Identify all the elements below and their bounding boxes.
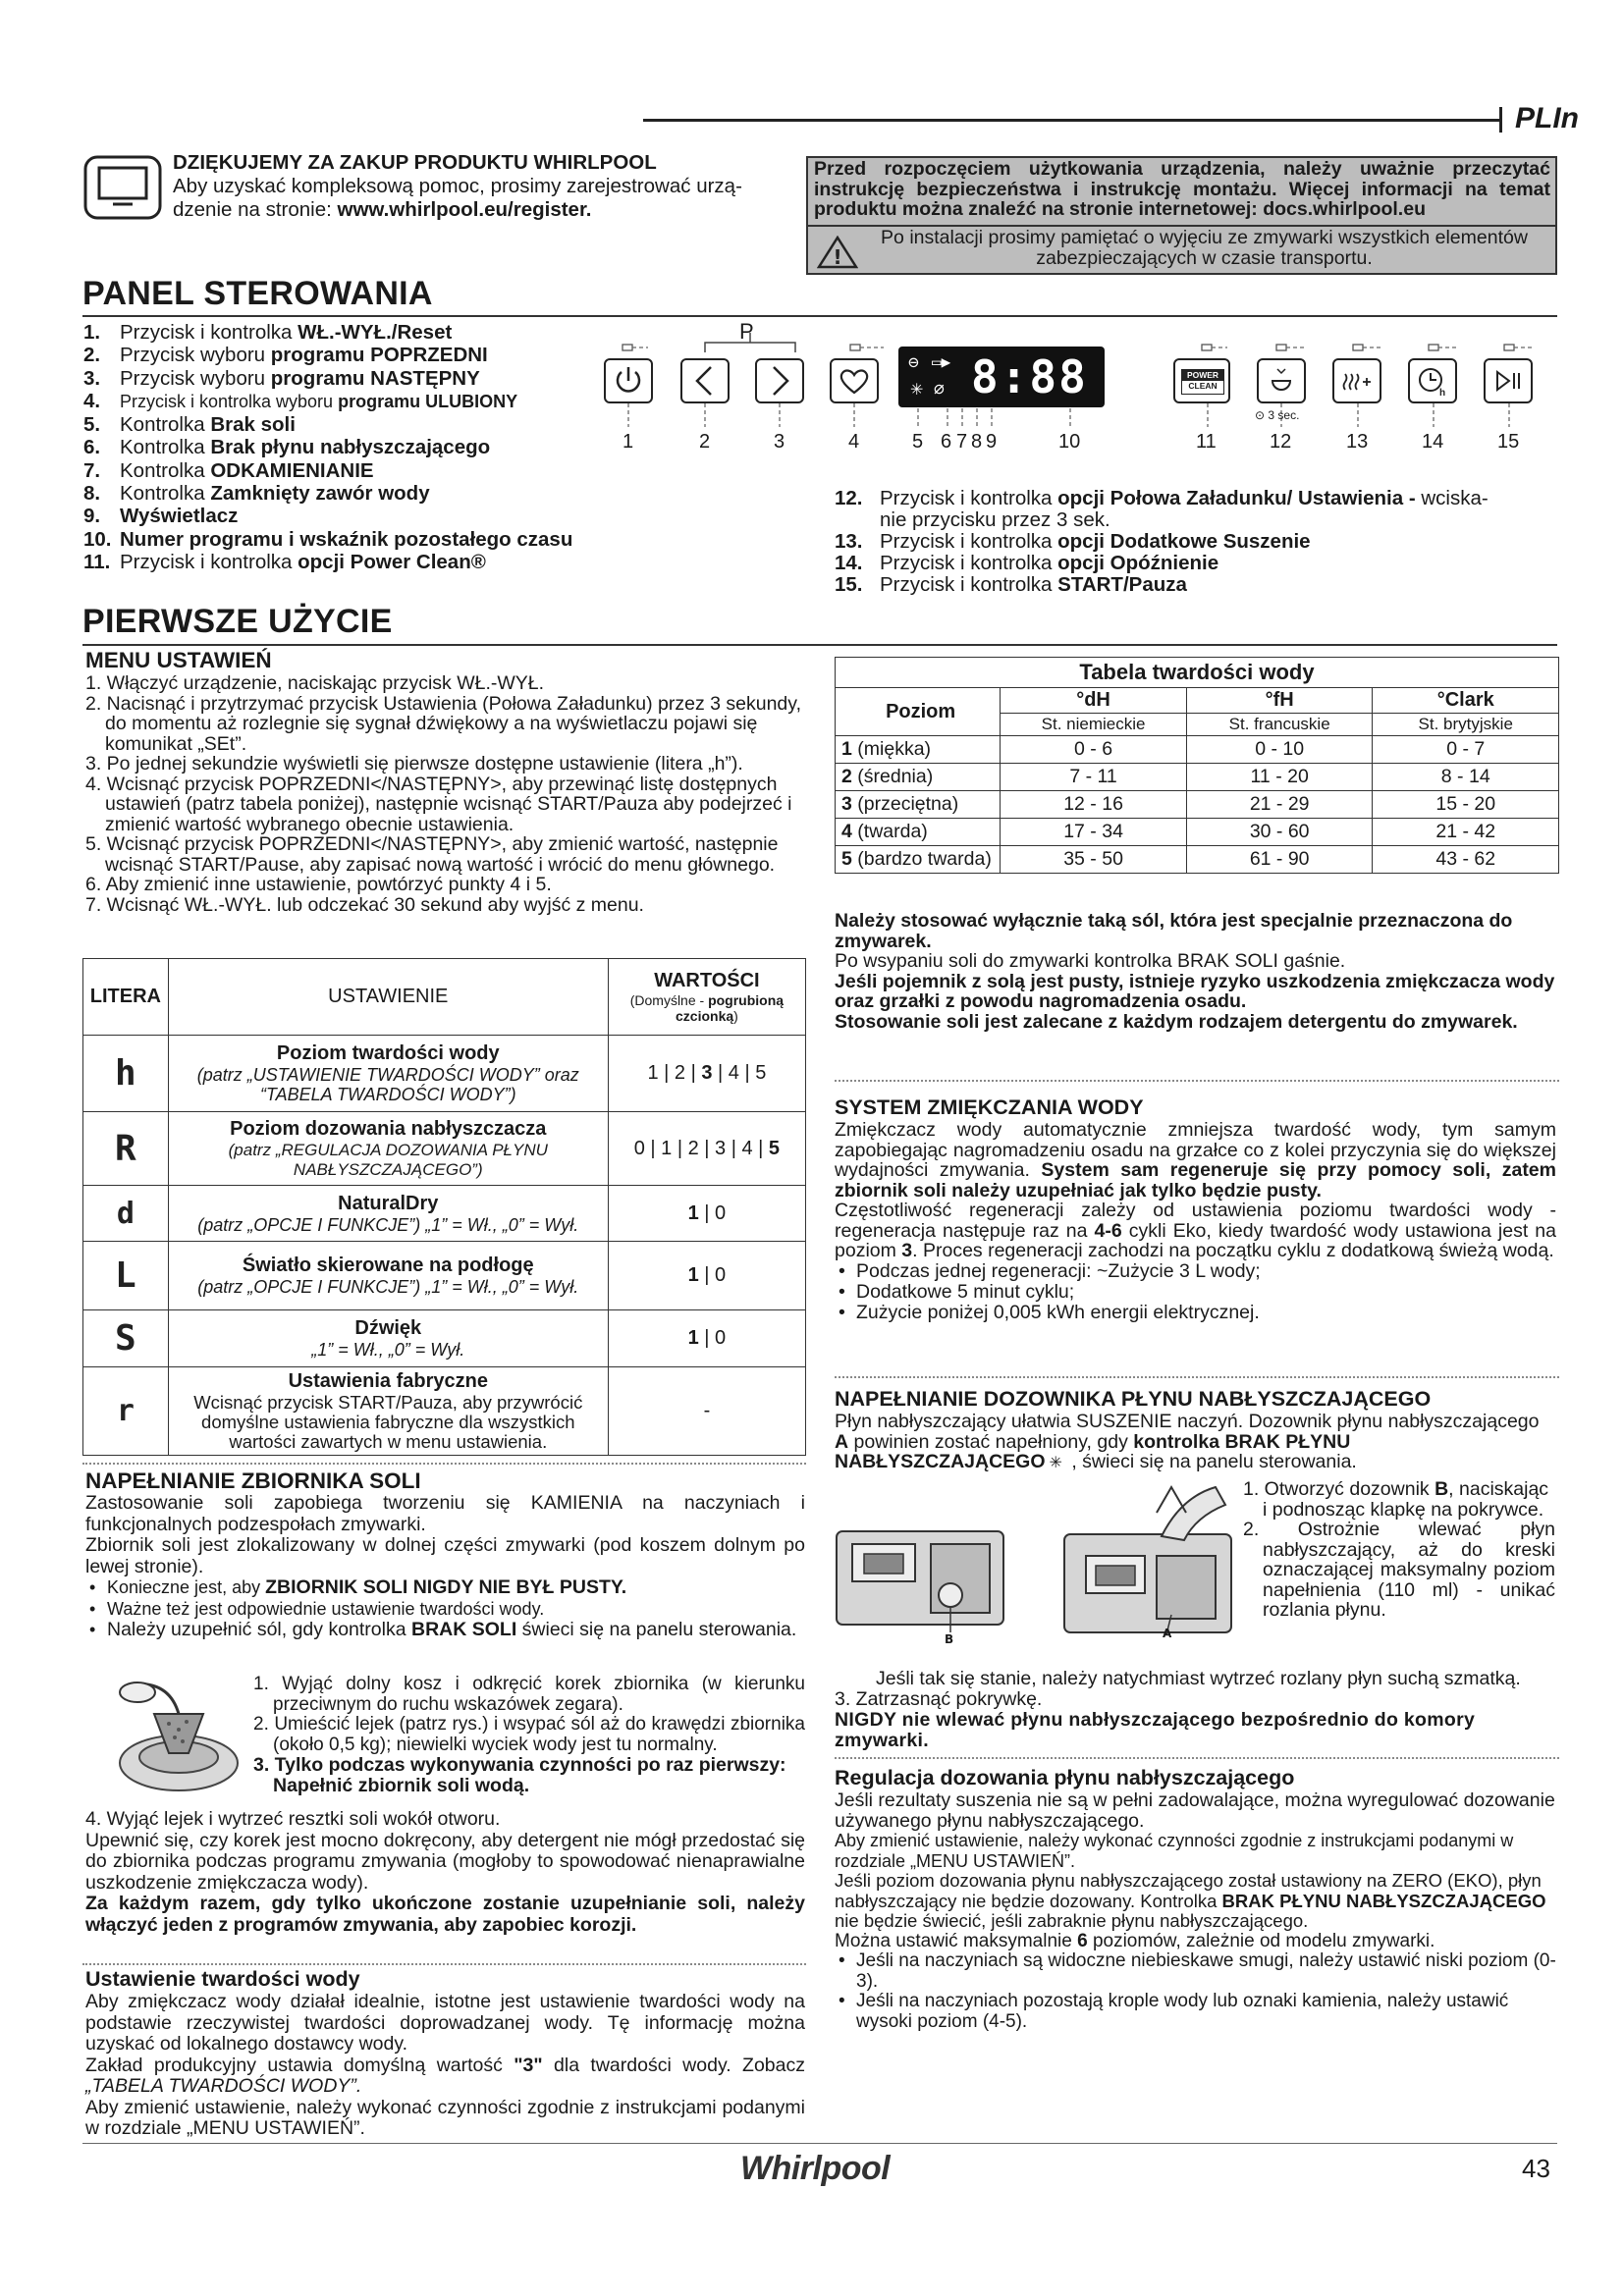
rinse-section: NAPEŁNIANIE DOZOWNIKA PŁYNU NABŁYSZCZAJĄCEGO Płyn nabłyszczający ułatwia SUSZENIE naczyń. Dozownik płynu nabłyszczającego A powinien zostać napełniony, gdy kontrolka BRAK PŁYNU NABŁYSZCZAJĄCEGO ✳ , świeci się na panelu sterowania. xyxy=(835,1387,1540,1472)
safety-notice xyxy=(806,156,1557,275)
settings-row: S Dźwięk „1” = Wł., „0” = Wył. 1 | 0 xyxy=(83,1310,806,1367)
panel-item: 3. Przycisk wyboru programu NASTĘPNY xyxy=(83,366,480,390)
extra-dry-icon xyxy=(1334,360,1380,401)
header-tick xyxy=(1499,107,1502,133)
extra-dry-button[interactable] xyxy=(1332,358,1381,403)
monitor-icon xyxy=(83,155,162,220)
salt-text-2: 4. Wyjąć lejek i wytrzeć resztki soli wokół otworu. Upewnić się, czy korek jest mocno dokręcony, aby detergent nie mógł przedostać się do zbiornika podczas programu zmywania (mogłoby to spowodować nienaprawialne uszkodzenie zmiękczacza wody). Za każdym razem, gdy tylko ukończone zostanie uzupełnianie soli, należy włączyć jeden z programów zmywania, aby zapobiec korozji. xyxy=(85,1808,805,1936)
delay-icon xyxy=(1410,360,1455,401)
notice-text-1: Przed rozpoczęciem użytkowania urządzenia, należy uważnie przeczytać instrukcję bezpieczeństwa i instrukcję montażu. Więcej informacji na temat produktu można znaleźć na stronie internetowej: docs.whirlpool.eu xyxy=(814,158,1550,220)
settings-row: R Poziom dozowania nabłyszczacza (patrz „REGULACJA DOZOWANIA PŁYNU NABŁYSZCZAJĄCEGO”) 0 | 1 | 2 | 3 | 4 | 5 xyxy=(83,1112,806,1186)
first-use-title: PIERWSZE UŻYCIE xyxy=(82,603,393,640)
register-link[interactable]: www.whirlpool.eu/register. xyxy=(337,198,592,221)
col-poziom: Poziom xyxy=(836,688,1001,736)
rinse-dispenser-image xyxy=(833,1477,1237,1649)
panel-item: 15. Przycisk i kontrolka START/Pauza xyxy=(835,573,1187,596)
callout-number: 4 xyxy=(848,431,860,453)
separator xyxy=(835,1080,1559,1082)
power-clean-bottom: CLEAN xyxy=(1188,381,1218,391)
panel-item: 4. Przycisk i kontrolka wyboru programu ULUBIONY xyxy=(83,389,518,412)
callout-number: 11 xyxy=(1196,431,1217,453)
callout-number: 2 xyxy=(699,431,711,453)
svg-text:h: h xyxy=(1439,388,1446,399)
descaling-indicator-icon: ✳ xyxy=(910,380,924,399)
start-pause-button[interactable] xyxy=(1484,358,1533,403)
col-wartosci: WARTOŚCI (Domyślne - pogrubioną czcionką) xyxy=(608,959,805,1036)
first-use-rule xyxy=(82,644,1557,646)
heart-icon xyxy=(832,360,877,401)
panel-items-right xyxy=(835,488,1542,596)
menu-title: MENU USTAWIEŃ xyxy=(85,648,272,672)
panel-item: 1. Przycisk i kontrolka WŁ.-WYŁ./Reset xyxy=(83,321,453,344)
segment-letter: R xyxy=(115,1128,136,1169)
callout-number: 1 xyxy=(623,431,634,453)
segment-letter: h xyxy=(115,1053,136,1094)
previous-program-button[interactable] xyxy=(680,358,730,403)
half-load-icon xyxy=(1259,360,1304,401)
thanks-line1: Aby uzyskać kompleksową pomoc, prosimy zarejestrować urzą- xyxy=(173,175,742,197)
rinse-steps: 1. Otworzyć dozownik B, naciskając i podnosząc klapkę na pokrywce. 2. Ostrożnie wlewać płyn nabłyszczający, aż do kreski oznaczającej maksymalny poziom napełnienia (110 ml) - unikać rozlania płynu. xyxy=(1243,1478,1555,1621)
settings-row: r Ustawienia fabryczne Wcisnąć przycisk START/Pauza, aby przywrócić domyślne ustawienia fabryczne dla wszystkich wartości zawartych w menu ustawienia. - xyxy=(83,1367,806,1456)
col-litera: LITERA xyxy=(83,959,169,1036)
segment-letter: r xyxy=(116,1394,135,1428)
settings-table xyxy=(82,958,806,1456)
thanks-title: DZIĘKUJEMY ZA ZAKUP PRODUKTU WHIRLPOOL xyxy=(173,151,657,174)
brand-logo: Whirlpool xyxy=(740,2150,891,2187)
hardness-row: 2 (średnia) 7 - 11 11 - 20 8 - 14 xyxy=(836,764,1559,791)
p-label: P xyxy=(739,319,754,344)
callout-number: 7 xyxy=(956,431,968,453)
menu-step: 3. Po jednej sekundzie wyświetli się pierwsze dostępne ustawienie (litera „h”). xyxy=(85,753,743,774)
panel-item: 6. Kontrolka Brak płynu nabłyszczającego xyxy=(83,436,491,459)
callout-number: 9 xyxy=(986,431,998,453)
footer-rule xyxy=(82,2143,1557,2144)
hardness-row: 4 (twarda) 17 - 34 30 - 60 21 - 42 xyxy=(836,819,1559,846)
softener: SYSTEM ZMIĘKCZANIA WODY Zmiękczacz wody automatycznie zmniejsza twardość wody, tym samym zapobiegając nagromadzeniu osadu na grzałce co z kolei przyczynia się do większej wydajności zmywania. System sam regeneruje się przy pomocy soli, zatem zbiornik soli należy uzupełniać jak tylko będzie pusty. Częstotliwość regeneracji zależy od ustawienia poziomu twardości wody - regeneracja następuje raz na 4-6 cykli Eko, kiedy twardość wody ustawiona jest na poziom 3. Proces regeneracji zachodzi na początku cyklu z dodatkową świeżą wodą. • Podczas jednej regeneracji: ~Zużycie 3 L wody; • Dodatkowe 5 minut cyklu; • Zużycie poniżej 0,005 kWh energii elektrycznej. xyxy=(835,1095,1556,1323)
chevron-right-icon xyxy=(757,360,802,401)
next-program-button[interactable] xyxy=(755,358,804,403)
callout-number: 14 xyxy=(1422,431,1444,453)
notice-text-2: Po instalacji prosimy pamiętać o wyjęciu ze zmywarki wszystkich elementów zabezpieczających w czasie transportu. xyxy=(881,227,1528,269)
page-number: 43 xyxy=(1522,2154,1550,2183)
menu-steps xyxy=(85,673,807,915)
callout-number: 6 xyxy=(941,431,952,453)
segment-letter: L xyxy=(115,1255,136,1296)
svg-text:!: ! xyxy=(833,245,842,269)
menu-step: 1. Włączyć urządzenie, naciskając przycisk WŁ.-WYŁ. xyxy=(85,672,545,694)
callout-number: 8 xyxy=(971,431,983,453)
hardness-table: Tabela twardości wody Poziom °dH °fH °Clark St. niemieckie St. francuskie St. brytyjskie 1 (miękka) 0 - 6 0 - 10 0 - 7 2 (średnia) 7 - 11 11 - 20 8 - 14 3 (przeciętna) 12 - 16 21 - 29 15 - 20 4 (twarda) 17 - 34 30 - 60 21 - 42 5 (bardzo twarda) 35 - 50 61 - 90 43 - 62 xyxy=(835,657,1559,874)
panel-item: 8. Kontrolka Zamknięty zawór wody xyxy=(83,482,430,506)
panel-item: 5. Kontrolka Brak soli xyxy=(83,413,296,437)
hardness-row: 3 (przeciętna) 12 - 16 21 - 29 15 - 20 xyxy=(836,791,1559,819)
power-clean-button[interactable] xyxy=(1173,358,1230,403)
salt-indicator-icon: ⊖ xyxy=(908,352,919,373)
hardness-row: 5 (bardzo twarda) 35 - 50 61 - 90 43 - 62 xyxy=(836,846,1559,874)
panel-item: 13. Przycisk i kontrolka opcji Dodatkowe Suszenie xyxy=(835,530,1311,553)
play-pause-icon xyxy=(1486,360,1531,401)
menu-step: 2. Nacisnąć i przytrzymać przycisk Ustawienia (Połowa Załadunku) przez 3 sekundy, do momentu aż rozlegnie się sygnał dźwiękowy a na wyświetlaczu pojawi się komunikat „SEt”. xyxy=(85,692,801,755)
salt-funnel-image xyxy=(110,1675,247,1802)
menu-step: 7. Wcisnąć WŁ.-WYŁ. lub odczekać 30 sekund aby wyjść z menu. xyxy=(85,893,644,916)
half-load-button[interactable] xyxy=(1257,358,1306,403)
control-panel-diagram xyxy=(589,319,1561,456)
separator xyxy=(82,1463,806,1465)
panel-item: 9. Wyświetlacz xyxy=(83,505,239,528)
settings-row: d NaturalDry (patrz „OPCJE I FUNKCJE”) „1” = Wł., „0” = Wył. 1 | 0 xyxy=(83,1186,806,1242)
delay-button[interactable] xyxy=(1408,358,1457,403)
salt-steps: 1. Wyjąć dolny kosz i odkręcić korek zbiornika (w kierunku przeciwnym do ruchu wskazówek zegara). 2. Umieścić lejek (patrz rys.) i wsypać sól aż do krawędzi zbiornika (około 0,5 kg); niewielki wyciek wody jest tu normalny. 3. Tylko podczas wykonywania czynności po raz pierwszy: Napełnić zbiornik soli wodą. xyxy=(253,1674,805,1796)
menu-step: 4. Wcisnąć przycisk POPRZEDNI</NASTĘPNY>, aby przewinąć listę dostępnych ustawień (patrz tabela poniżej), następnie wcisnąć START/Pauza aby podejrzeć i zmienić wartość wybranego obecnie ustawienia. xyxy=(85,773,792,835)
settings-row: L Światło skierowane na podłogę (patrz „OPCJE I FUNKCJE”) „1” = Wł., „0” = Wył. 1 | 0 xyxy=(83,1242,806,1310)
menu-step: 5. Wcisnąć przycisk POPRZEDNI</NASTĘPNY>, aby zmienić wartość, następnie wcisnąć START/Pause, aby zapisać nową wartość i wrócić do menu głównego. xyxy=(85,833,779,876)
salt-title: NAPEŁNIANIE ZBIORNIKA SOLI xyxy=(85,1468,421,1493)
salt-notes: Należy stosować wyłącznie taką sól, która jest specjalnie przeznaczona do zmywarek. Po wsypaniu soli do zmywarki kontrolka BRAK SOLI gaśnie. Jeśli pojemnik z solą jest pusty, istnieje ryzyko uszkodzenia zmiękczacza wody oraz grzałki z powodu nagromadzenia osadu. Stosowanie soli jest zalecane z każdym rodzajem detergentu do zmywarek. xyxy=(835,910,1555,1033)
warning-icon xyxy=(817,236,858,274)
water-valve-indicator-icon: ⌀ xyxy=(934,378,945,399)
col-ustawienie: USTAWIENIE xyxy=(168,959,608,1036)
power-button[interactable] xyxy=(604,358,653,403)
language-code: PLIn xyxy=(1515,102,1579,134)
settings-row: h Poziom twardości wody (patrz „USTAWIENIE TWARDOŚCI WODY” oraz “TABELA TWARDOŚCI WODY”) 1 | 2 | 3 | 4 | 5 xyxy=(83,1036,806,1112)
panel-item: 10. Numer programu i wskaźnik pozostałego czasu xyxy=(83,527,573,551)
rinse-indicator-icon: ✳ xyxy=(1049,1455,1062,1471)
panel-item: 12. Przycisk i kontrolka opcji Połowa Załadunku/ Ustawienia - wciska- nie przycisku przez 3 sek. xyxy=(835,487,1489,531)
separator xyxy=(835,1757,1559,1759)
panel-item: 11. Przycisk i kontrolka opcji Power Clean® xyxy=(83,550,486,573)
power-icon xyxy=(606,360,651,401)
rinse-steps-2: Jeśli tak się stanie, należy natychmiast wytrzeć rozlany płyn suchą szmatką. 3. Zatrzasnąć pokrywkę. NIGDY nie wlewać płynu nabłyszczającego bezpośrednio do komory zmywarki. xyxy=(835,1668,1521,1751)
callout-number: 5 xyxy=(912,431,924,453)
panel-items-left xyxy=(83,321,663,573)
display xyxy=(898,347,1105,407)
callout-number: 10 xyxy=(1058,431,1081,453)
callout-number: 12 xyxy=(1270,431,1292,453)
power-clean-top: POWER xyxy=(1182,370,1223,381)
separator xyxy=(82,1963,806,1965)
three-sec-label: ⊙ 3 sec. xyxy=(1255,408,1300,422)
display-digits: 8:88 xyxy=(971,350,1088,403)
hardness-table-title: Tabela twardości wody xyxy=(836,658,1559,688)
segment-letter: S xyxy=(115,1318,136,1359)
chevron-left-icon xyxy=(682,360,728,401)
panel-title-rule xyxy=(82,315,1557,317)
hardness-setting: Ustawienie twardości wody Aby zmiękczacz wody działał idealnie, istotne jest ustawienie twardości wody na podstawie rzeczywistej twardości doprowadzanej wody. Tę informację można uzyskać od lokalnego dostawcy wody. Zakład produkcyjny ustawia domyślną wartość "3" dla twardości wody. Zobacz „TABELA TWARDOŚCI WODY”. Aby zmienić ustawienie, należy wykonać czynności zgodnie z instrukcjami podanymi w rozdziale „MENU USTAWIEŃ”. xyxy=(85,1967,805,2139)
rinse-aid-indicator-icon: ▭▶ xyxy=(932,352,951,371)
panel-item: 14. Przycisk i kontrolka opcji Opóźnienie xyxy=(835,552,1219,574)
label-b: B xyxy=(945,1632,954,1646)
menu-step: 6. Aby zmienić inne ustawienie, powtórzyć punkty 4 i 5. xyxy=(85,874,552,895)
salt-bullets: • Konieczne jest, aby ZBIORNIK SOLI NIGDY NIE BYŁ PUSTY. • Ważne też jest odpowiednie ustawienie twardości wody. • Należy uzupełnić sól, gdy kontrolka BRAK SOLI świeci się na panelu sterowania. xyxy=(85,1577,805,1641)
panel-item: 7. Kontrolka ODKAMIENIANIE xyxy=(83,458,374,482)
rinse-regulation: Regulacja dozowania płynu nabłyszczającego Jeśli rezultaty suszenia nie są w pełni zadowalające, można wyregulować dozowanie używanego płynu nabłyszczającego. Aby zmienić ustawienie, należy wykonać czynności zgodnie z instrukcjami podanymi w rozdziale „MENU USTAWIEŃ”. Jeśli poziom dozowania płynu nabłyszczającego został ustawiony na ZERO (EKO), płyn nabłyszczający nie będzie dozowany. Kontrolka BRAK PŁYNU NABŁYSZCZAJĄCEGO nie będzie świecić, jeśli zabraknie płynu nabłyszczającego. Można ustawić maksymalnie 6 poziomów, zależnie od modelu zmywarki. • Jeśli na naczyniach są widoczne niebieskawe smugi, należy ustawić niski poziom (0-3). • Jeśli na naczyniach pozostają krople wody lub oznaki kamienia, należy ustawić wysoki poziom (4-5). xyxy=(835,1766,1556,2032)
hardness-row: 1 (miękka) 0 - 6 0 - 10 0 - 7 xyxy=(836,736,1559,764)
panel-item: 2. Przycisk wyboru programu POPRZEDNI xyxy=(83,344,488,367)
header-rule xyxy=(643,119,1499,122)
panel-title: PANEL STEROWANIA xyxy=(82,275,433,312)
callout-number: 15 xyxy=(1497,431,1520,453)
separator xyxy=(835,1376,1559,1378)
thanks-line2: dzenie na stronie: www.whirlpool.eu/register. xyxy=(173,198,592,221)
callout-number: 13 xyxy=(1346,431,1369,453)
salt-text: Zastosowanie soli zapobiega tworzeniu się KAMIENIA na naczyniach i funkcjonalnych podzespołach zmywarki. Zbiornik soli jest zlokalizowany w dolnej części zmywarki (pod koszem dolnym po lewej stronie). • Konieczne jest, aby ZBIORNIK SOLI NIGDY NIE BYŁ PUSTY. • Ważne też jest odpowiednie ustawienie twardości wody. • Należy uzupełnić sól, gdy kontrolka BRAK SOLI świeci się na panelu sterowania. xyxy=(85,1493,805,1641)
segment-letter: d xyxy=(116,1196,135,1231)
favourite-button[interactable] xyxy=(830,358,879,403)
callout-number: 3 xyxy=(774,431,785,453)
label-a: A xyxy=(1163,1627,1172,1640)
